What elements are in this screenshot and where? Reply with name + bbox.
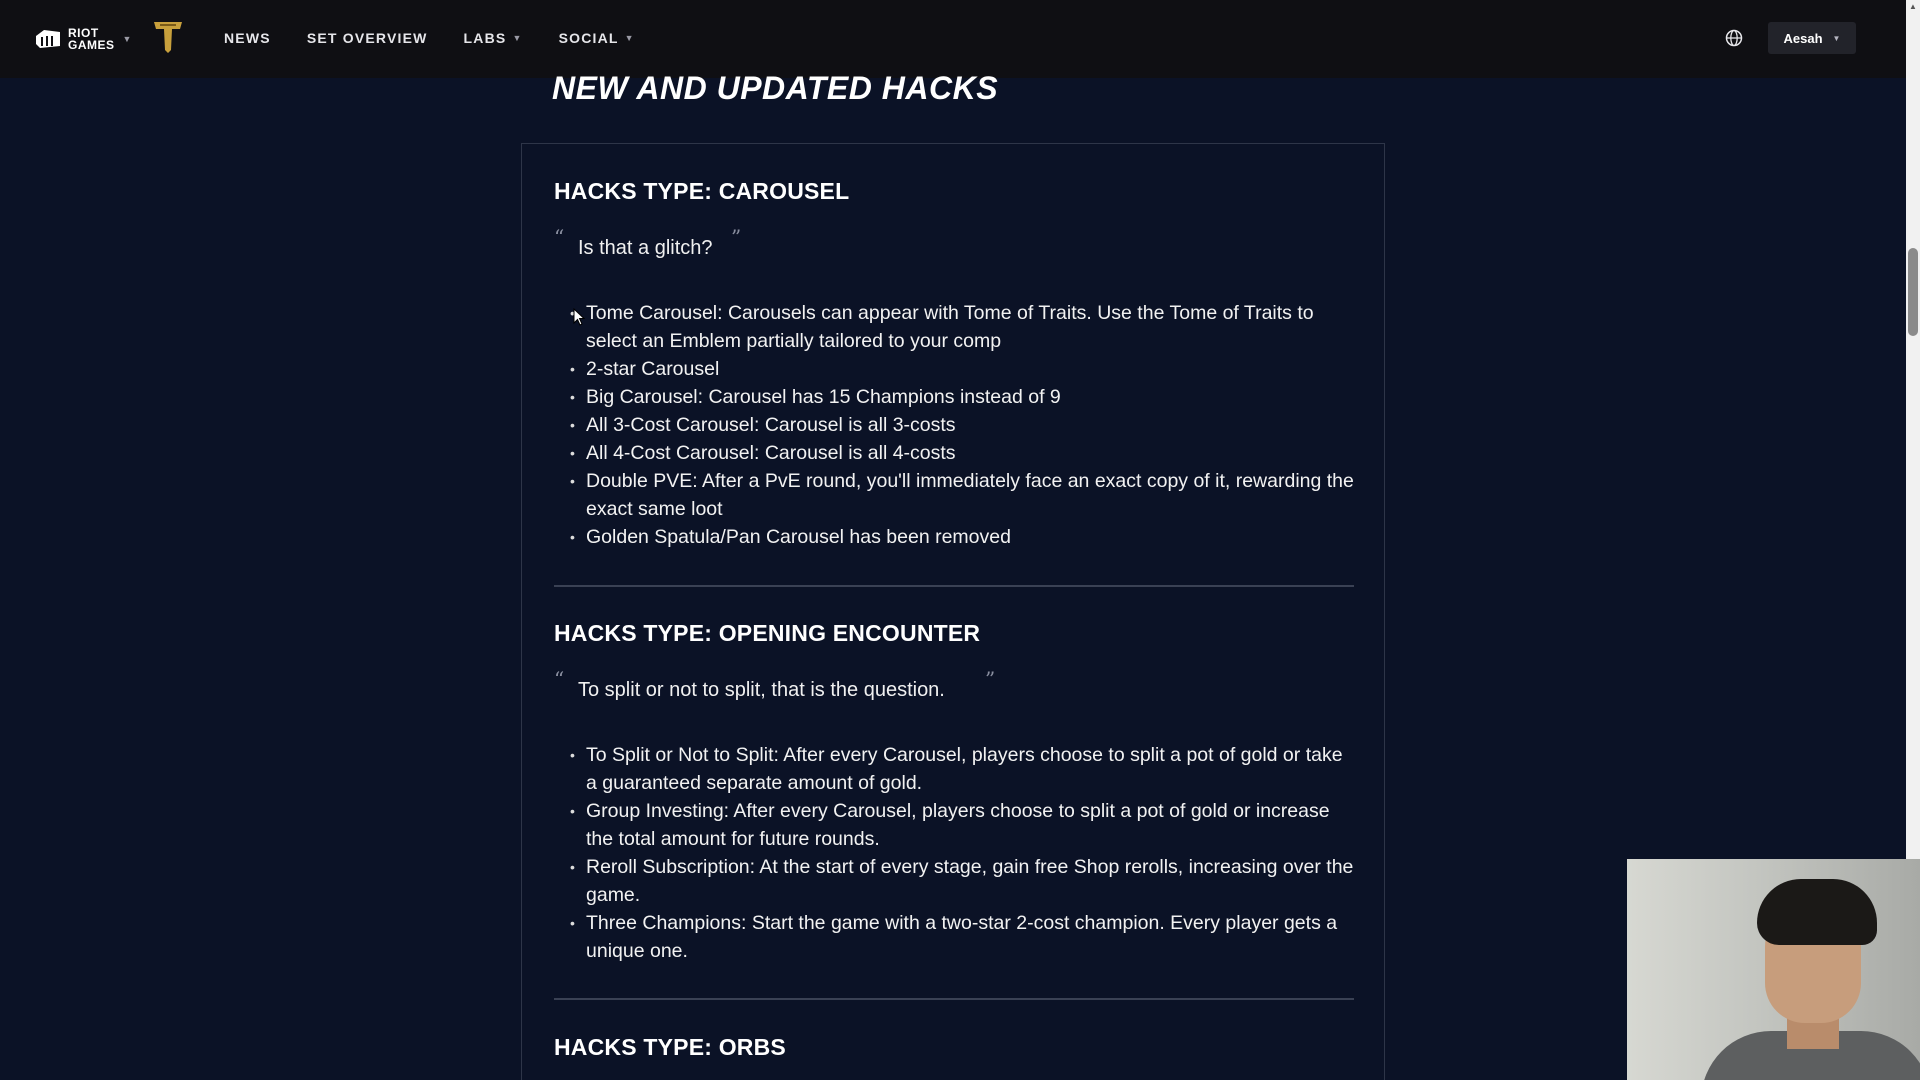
page-scrollbar-thumb[interactable] bbox=[1908, 248, 1918, 336]
list-item: • Three Champions: Start the game with a two-star 2-cost champion. Every player gets a unique one. bbox=[586, 909, 1354, 965]
mouse-cursor-icon bbox=[573, 308, 585, 326]
close-quote-icon: ” bbox=[985, 667, 996, 691]
chevron-down-icon: ▼ bbox=[624, 33, 635, 43]
list-item: • All 3-Cost Carousel: Carousel is all 3-costs bbox=[586, 411, 1354, 439]
user-account-button[interactable] bbox=[1768, 22, 1856, 54]
close-quote-icon: ” bbox=[731, 225, 742, 249]
open-quote-icon: “ bbox=[554, 667, 565, 691]
hack-section-orbs bbox=[554, 1034, 1354, 1061]
list-item: • All 4-Cost Carousel: Carousel is all 4-costs bbox=[586, 439, 1354, 467]
nav-link-label: SET OVERVIEW bbox=[306, 30, 428, 46]
webcam-person-hair bbox=[1757, 879, 1877, 945]
section-divider bbox=[554, 585, 1354, 587]
hack-section-carousel bbox=[554, 178, 1354, 551]
nav-link-news[interactable] bbox=[224, 30, 271, 46]
list-item: • Reroll Subscription: At the start of every stage, gain free Shop rerolls, increasing over the game. bbox=[586, 853, 1354, 909]
section-heading: NEW AND UPDATED HACKS bbox=[552, 70, 999, 106]
section-divider bbox=[554, 998, 1354, 1000]
globe-icon[interactable] bbox=[1724, 28, 1744, 48]
list-item: • Double PVE: After a PvE round, you'll immediately face an exact copy of it, rewarding the exact same loot bbox=[586, 467, 1354, 523]
nav-link-label: SOCIAL bbox=[558, 30, 619, 46]
chevron-down-icon: ▼ bbox=[1832, 33, 1841, 43]
list-item: • Group Investing: After every Carousel, players choose to split a pot of gold or increase the total amount for future rounds. bbox=[586, 797, 1354, 853]
hack-list bbox=[554, 741, 1354, 965]
chevron-down-icon: ▼ bbox=[122, 34, 132, 44]
primary-nav-links bbox=[224, 0, 635, 76]
nav-link-label: NEWS bbox=[224, 30, 271, 46]
list-item: • Tome Carousel: Carousels can appear with Tome of Traits. Use the Tome of Traits to select an Emblem partially tailored to your comp bbox=[586, 299, 1354, 355]
list-item: • 2-star Carousel bbox=[586, 355, 1354, 383]
nav-link-social[interactable] bbox=[559, 30, 635, 46]
nav-link-labs[interactable] bbox=[464, 30, 523, 46]
tft-logo-icon[interactable] bbox=[152, 20, 184, 54]
hack-quote bbox=[554, 225, 1354, 271]
hack-section-title: HACKS TYPE: ORBS bbox=[554, 1034, 786, 1060]
open-quote-icon: “ bbox=[554, 225, 565, 249]
chevron-down-icon: ▼ bbox=[512, 33, 523, 43]
riot-fist-icon bbox=[34, 28, 62, 50]
riot-games-wordmark: RIOT GAMES bbox=[68, 26, 115, 52]
scroll-up-arrow-icon[interactable]: ▲ bbox=[1909, 2, 1917, 11]
hack-list bbox=[554, 299, 1354, 551]
hack-quote-text: To split or not to split, that is the question. bbox=[578, 679, 945, 701]
list-item: • Big Carousel: Carousel has 15 Champions instead of 9 bbox=[586, 383, 1354, 411]
hack-section-title: HACKS TYPE: OPENING ENCOUNTER bbox=[554, 620, 981, 646]
list-item: • To Split or Not to Split: After every Carousel, players choose to split a pot of gold or take a guaranteed separate amount of gold. bbox=[586, 741, 1354, 797]
top-navigation-bar bbox=[0, 0, 1906, 78]
riot-games-logo[interactable] bbox=[34, 24, 131, 54]
nav-link-set-overview[interactable] bbox=[307, 30, 428, 46]
list-item: • Golden Spatula/Pan Carousel has been removed bbox=[586, 523, 1354, 551]
nav-link-label: LABS bbox=[463, 30, 507, 46]
hack-section-title: HACKS TYPE: CAROUSEL bbox=[554, 178, 850, 204]
hack-section-opening-encounter bbox=[554, 620, 1354, 965]
hack-quote bbox=[554, 667, 1354, 713]
hacks-card bbox=[521, 143, 1385, 1080]
webcam-overlay bbox=[1627, 859, 1920, 1080]
hack-quote-text: Is that a glitch? bbox=[578, 237, 713, 259]
user-name: Aesah bbox=[1783, 30, 1823, 46]
